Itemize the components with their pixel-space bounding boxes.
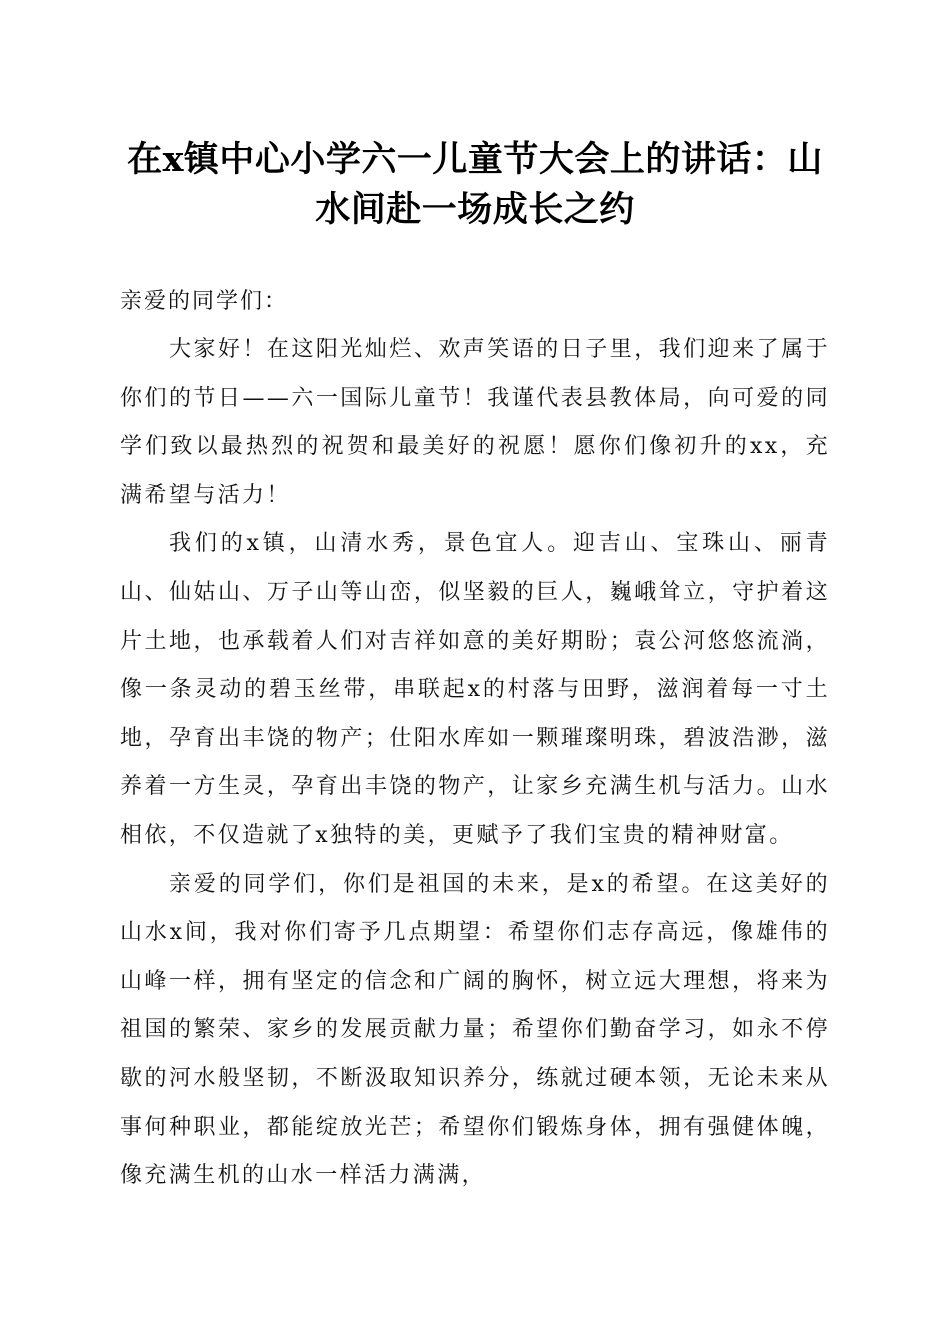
paragraph-greeting: 大家好！在这阳光灿烂、欢声笑语的日子里，我们迎来了属于你们的节日——六一国际儿童节！我谨代表县教体局，向可爱的同学们致以最热烈的祝贺和最美好的祝愿！愿你们像初升的xx，充满希望与活力！ [120, 337, 830, 508]
title-line-1: 在x镇中心小学六一儿童节大会上的讲话：山 [127, 139, 823, 180]
title-line-2: 水间赴一场成长之约 [315, 189, 635, 230]
salutation: 亲爱的同学们： [120, 289, 289, 314]
paragraph-expectations: 亲爱的同学们，你们是祖国的未来，是x的希望。在这美好的山水x间，我对你们寄予几点期望：希望你们志存高远，像雄伟的山峰一样，拥有坚定的信念和广阔的胸怀，树立远大理想，将来为祖国的繁荣、家乡的发展贡献力量；希望你们勤奋学习，如永不停歇的河水般坚韧，不断汲取知识养分，练就过硬本领，无论未来从事何种职业，都能绽放光芒；希望你们锻炼身体，拥有强健体魄，像充满生机的山水一样活力满满， [120, 871, 830, 1189]
page-title [110, 135, 840, 235]
paragraph-hometown: 我们的x镇，山清水秀，景色宜人。迎吉山、宝珠山、丽青山、仙姑山、万子山等山峦，似坚毅的巨人，巍峨耸立，守护着这片土地，也承载着人们对吉祥如意的美好期盼；袁公河悠悠流淌，像一条灵动的碧玉丝带，串联起x的村落与田野，滋润着每一寸土地，孕育出丰饶的物产；仕阳水库如一颗璀璨明珠，碧波浩渺，滋养着一方生灵，孕育出丰饶的物产，让家乡充满生机与活力。山水相依，不仅造就了x独特的美，更赋予了我们宝贵的精神财富。 [120, 531, 830, 848]
speech-body [120, 278, 830, 1201]
